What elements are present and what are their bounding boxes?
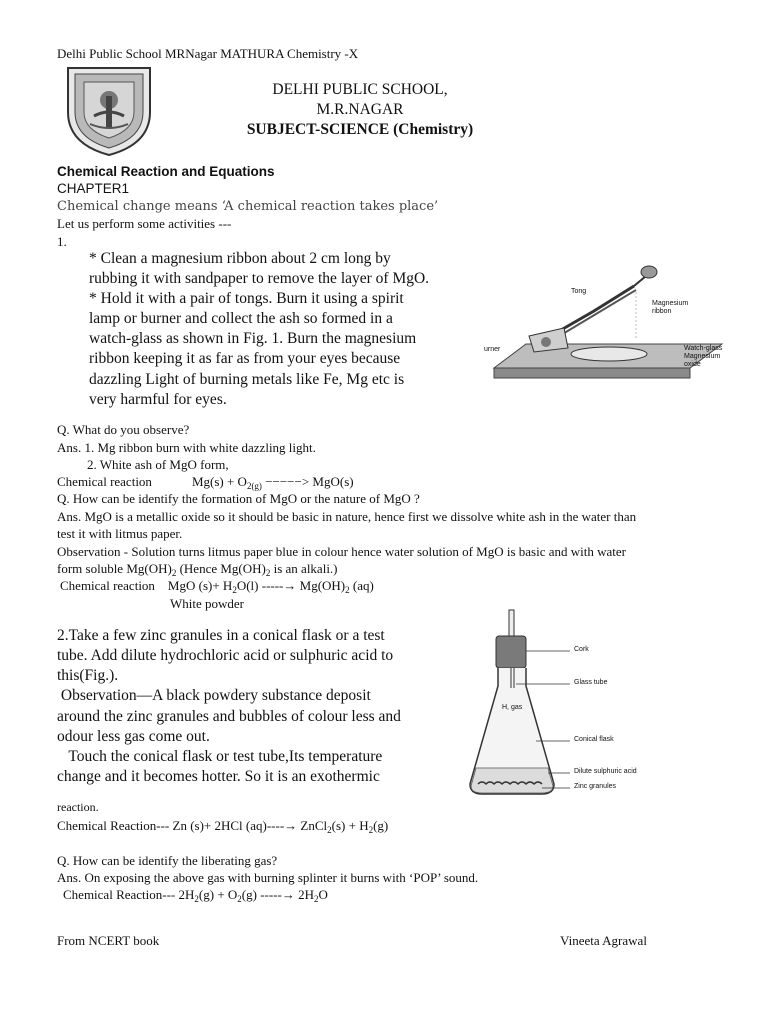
footer-author: Vineeta Agrawal [560, 933, 647, 948]
fig2-label-zinc: Zinc granules [574, 783, 617, 790]
activity-1-line: ribbon keeping it as far as from your eyes because [89, 350, 401, 367]
answer-1-part-1: Ans. 1. Mg ribbon burn with white dazzling light. [57, 440, 316, 455]
activity-2-line: Observation—A black powdery substance deposit [57, 687, 371, 704]
reaction-1-label: Chemical reaction [57, 474, 152, 489]
question-2: Q. How can be identify the formation of MgO or the nature of MgO ? [57, 491, 420, 506]
activity-1-line: dazzling Light of burning metals like Fe, Mg etc is [89, 371, 405, 388]
activity-1-line: * Hold it with a pair of tongs. Burn it using a spirit [89, 290, 404, 307]
page-header: Delhi Public School MRNagar MATHURA Chemistry -X [57, 46, 359, 61]
fig1-label-burner: urner [484, 346, 501, 353]
school-logo [60, 62, 158, 158]
observation-line: Observation - Solution turns litmus paper blue in colour hence water solution of MgO is basic and with water [57, 544, 626, 559]
fig1-label-tong: Tong [571, 288, 587, 295]
fig1-label-ribbon: Magnesium [652, 300, 689, 307]
subject-title: SUBJECT-SCIENCE (Chemistry) [246, 121, 474, 138]
answer-1-part-2: 2. White ash of MgO form, [87, 457, 229, 472]
activity-2-line: Touch the conical flask or test tube,Its temperature [57, 748, 383, 765]
fig2-label-cork: Cork [574, 646, 589, 653]
activity-1-line: very harmful for eyes. [89, 391, 227, 408]
arrow-icon: → [284, 818, 298, 833]
school-location: M.R.NAGAR [316, 101, 404, 118]
activity-2-line: change and it becomes hotter. So it is an exothermic [57, 768, 380, 785]
activity-2-line: odour less gas come out. [57, 728, 210, 745]
activity-1-line: watch-glass as shown in Fig. 1. Burn the magnesium [89, 330, 417, 347]
fig1-label-oxide: oxide [684, 361, 701, 368]
fig1-label-oxide: Magnesium [684, 353, 721, 360]
activity-2-line: tube. Add dilute hydrochloric acid or sulphuric acid to [57, 647, 394, 664]
activity-1-number: 1. [57, 234, 67, 249]
activity-1-line: lamp or burner and collect the ash so formed in a [89, 310, 393, 327]
fig2-label-acid: Dilute sulphuric acid [574, 768, 637, 775]
reaction-4: Chemical Reaction--- $2H_2(g) + O_2(g)$ -----→ $2H_2O$ [63, 887, 328, 904]
activity-1-line: * Clean a magnesium ribbon about 2 cm long by [89, 250, 391, 267]
reaction-1: Chemical reaction $Mg(s) + O_{2(g)}$ −−−−−> MgO(s) [57, 474, 354, 491]
white-powder-label: White powder [170, 596, 245, 611]
reaction-word: reaction. [57, 800, 99, 814]
fig2-label-h2-gas: H, gas [502, 704, 523, 711]
chemical-change-note: Chemical change means ‘A chemical reaction takes place’ [57, 199, 439, 214]
answer-2-line: Ans. MgO is a metallic oxide so it should be basic in nature, hence first we dissolve white ash in the water than [57, 509, 637, 524]
conical-flask-figure [462, 608, 662, 800]
activities-intro: Let us perform some activities --- [57, 216, 232, 231]
arrow-icon: → [281, 887, 295, 902]
activity-2-line: around the zinc granules and bubbles of colour less and [57, 708, 401, 725]
reaction-3: Chemical Reaction--- Zn (s)+ 2HCl (aq)----→ ZnCl$_2$(s) + $H_2(g)$ [57, 818, 389, 835]
fig1-label-watch-glass: Watch-glass [684, 345, 723, 352]
activity-1-line: rubbing it with sandpaper to remove the layer of MgO. [89, 270, 430, 287]
chapter-number: CHAPTER1 [57, 181, 130, 196]
question-3: Q. How can be identify the liberating gas? [57, 853, 278, 868]
reaction-2: Chemical reaction MgO $(s)+ H_2O(l)$ -----→ $Mg(OH)_2$ (aq) [60, 578, 374, 595]
fig2-label-glass-tube: Glass tube [574, 679, 608, 686]
activity-2-line: 2.Take a few zinc granules in a conical flask or a test [57, 627, 385, 644]
observation-line: form soluble $Mg(OH)_2$ (Hence $Mg(OH)_2$ is an alkali.) [57, 561, 338, 578]
magnesium-burning-figure [484, 256, 724, 384]
fig2-label-conical-flask: Conical flask [574, 736, 614, 743]
arrow-icon: → [283, 578, 297, 593]
chapter-title: Chemical Reaction and Equations [57, 164, 275, 179]
fig1-label-ribbon: ribbon [652, 308, 672, 315]
answer-2-line: test it with litmus paper. [57, 526, 183, 541]
activity-2-line: this(Fig.). [57, 667, 119, 684]
question-1: Q. What do you observe? [57, 422, 190, 437]
answer-3: Ans. On exposing the above gas with burning splinter it burns with ‘POP’ sound. [57, 870, 479, 885]
school-name: DELHI PUBLIC SCHOOL, [272, 81, 448, 98]
footer-source: From NCERT book [57, 933, 160, 948]
